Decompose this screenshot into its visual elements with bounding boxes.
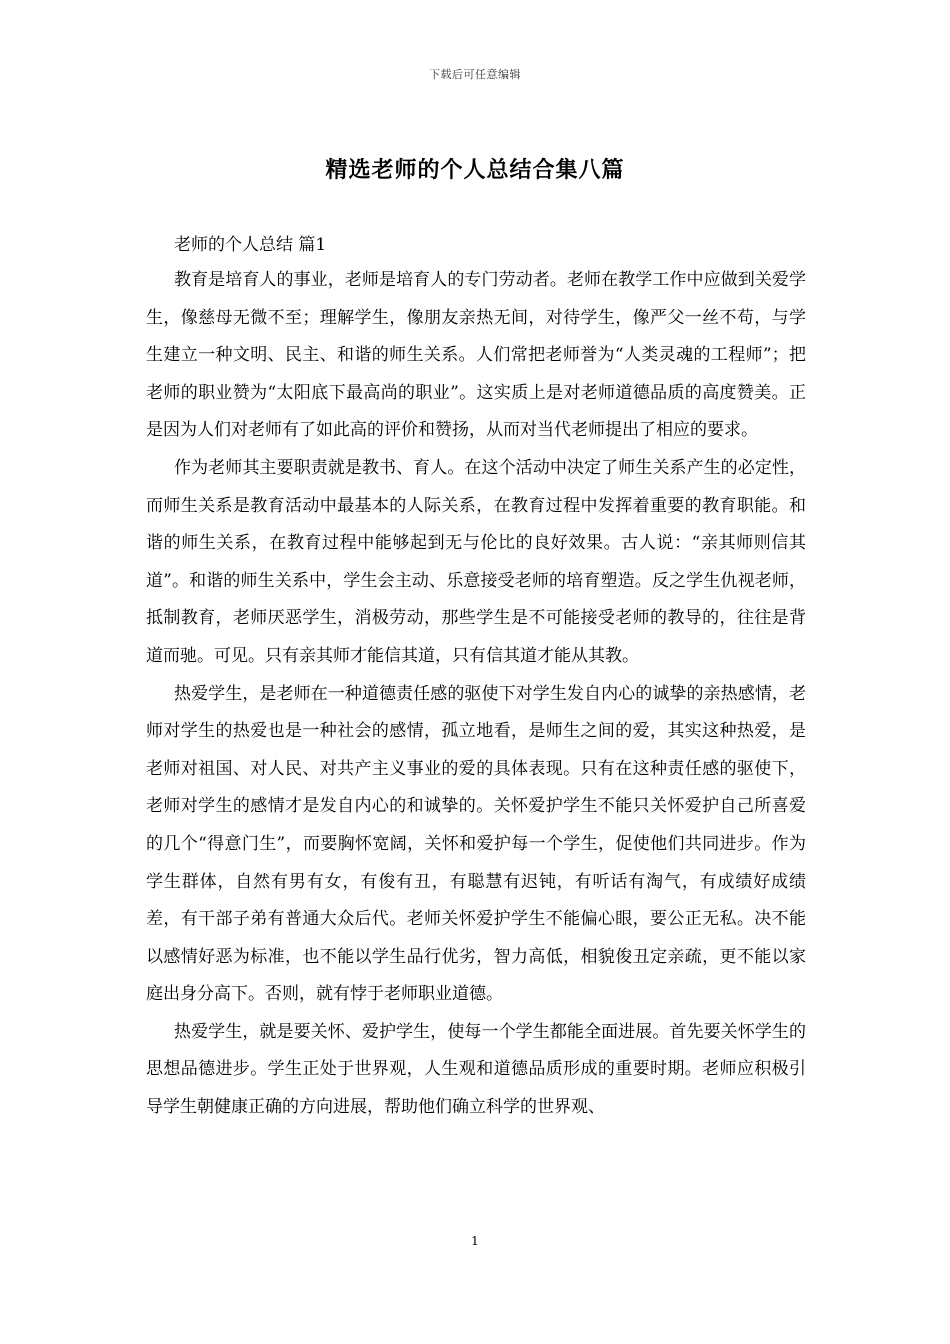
document-body	[146, 230, 806, 1127]
paragraph-1: 教育是培育人的事业，老师是培育人的专门劳动者。老师在教学工作中应做到关爱学生，像慈母无微不至；理解学生，像朋友亲热无间，对待学生，像严父一丝不苟，与学生建立一种文明、民主、和谐的师生关系。人们常把老师誉为“人类灵魂的工程师”；把老师的职业赞为“太阳底下最高尚的职业”。这实质上是对老师道德品质的高度赞美。正是因为人们对老师有了如此高的评价和赞扬，从而对当代老师提出了相应的要求。	[146, 270, 806, 441]
page-number: 1	[471, 1234, 479, 1248]
paragraph-4: 热爱学生，就是要关怀、爱护学生，使每一个学生都能全面进展。首先要关怀学生的思想品德进步。学生正处于世界观，人生观和道德品质形成的重要时期。老师应积极引导学生朝健康正确的方向进展，帮助他们确立科学的世界观、	[146, 1021, 806, 1118]
page-header: 下载后可任意编辑	[429, 68, 521, 81]
paragraph-2: 作为老师其主要职责就是教书、育人。在这个活动中决定了师生关系产生的必定性，而师生关系是教育活动中最基本的人际关系，在教育过程中发挥着重要的教育职能。和谐的师生关系，在教育过程中能够起到无与伦比的良好效果。古人说：“亲其师则信其道”。和谐的师生关系中，学生会主动、乐意接受老师的培育塑造。反之学生仇视老师，抵制教育，老师厌恶学生，消极劳动，那些学生是不可能接受老师的教导的，往往是背道而驰。可见。只有亲其师才能信其道，只有信其道才能从其教。	[146, 457, 806, 666]
section-heading: 老师的个人总结 篇1	[174, 235, 327, 255]
document-title: 精选老师的个人总结合集八篇	[325, 158, 625, 183]
paragraph-3: 热爱学生，是老师在一种道德责任感的驱使下对学生发自内心的诚挚的亲热感情，老师对学生的热爱也是一种社会的感情，孤立地看，是师生之间的爱，其实这种热爱，是老师对祖国、对人民、对共产主义事业的爱的具体表现。只有在这种责任感的驱使下，老师对学生的感情才是发自内心的和诚挚的。关怀爱护学生不能只关怀爱护自己所喜爱的几个“得意门生”，而要胸怀宽阔，关怀和爱护每一个学生，促使他们共同进步。作为学生群体，自然有男有女，有俊有丑，有聪慧有迟钝，有听话有淘气，有成绩好成绩差，有干部子弟有普通大众后代。老师关怀爱护学生不能偏心眼，要公正无私。决不能以感情好恶为标准，也不能以学生品行优劣，智力高低，相貌俊丑定亲疏，更不能以家庭出身分高下。否则，就有悖于老师职业道德。	[146, 683, 806, 1005]
